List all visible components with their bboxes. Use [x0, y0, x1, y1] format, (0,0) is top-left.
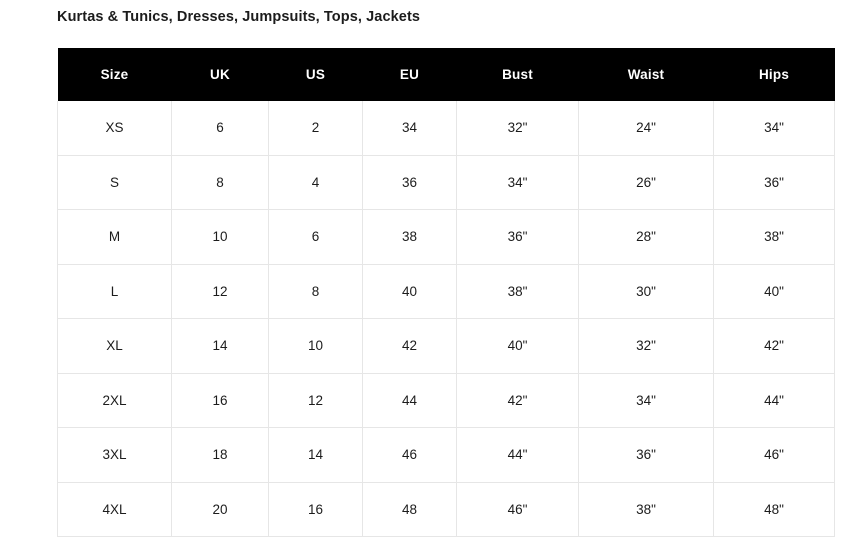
table-row	[58, 264, 835, 319]
cell-bust: 40"	[457, 319, 579, 374]
page-title: Kurtas & Tunics, Dresses, Jumpsuits, Tops, Jackets	[57, 9, 421, 25]
cell-waist: 36"	[579, 428, 714, 483]
column-header-size: Size	[58, 48, 172, 101]
cell-waist: 34"	[579, 373, 714, 428]
cell-us: 10	[269, 319, 363, 374]
cell-hips: 42"	[714, 319, 835, 374]
column-header-waist: Waist	[579, 48, 714, 101]
cell-eu: 44	[363, 373, 457, 428]
cell-uk: 12	[172, 264, 269, 319]
cell-bust: 46"	[457, 482, 579, 537]
cell-hips: 34"	[714, 101, 835, 155]
cell-us: 8	[269, 264, 363, 319]
cell-uk: 14	[172, 319, 269, 374]
cell-bust: 44"	[457, 428, 579, 483]
cell-us: 12	[269, 373, 363, 428]
column-header-bust: Bust	[457, 48, 579, 101]
cell-size: M	[58, 210, 172, 265]
table-row	[58, 373, 835, 428]
cell-waist: 26"	[579, 155, 714, 210]
cell-uk: 18	[172, 428, 269, 483]
cell-size: XS	[58, 101, 172, 155]
cell-hips: 44"	[714, 373, 835, 428]
cell-bust: 42"	[457, 373, 579, 428]
cell-eu: 42	[363, 319, 457, 374]
cell-uk: 6	[172, 101, 269, 155]
cell-us: 16	[269, 482, 363, 537]
size-chart-table	[57, 48, 835, 537]
cell-uk: 20	[172, 482, 269, 537]
column-header-hips: Hips	[714, 48, 835, 101]
cell-size: S	[58, 155, 172, 210]
table-row	[58, 428, 835, 483]
cell-us: 6	[269, 210, 363, 265]
cell-bust: 38"	[457, 264, 579, 319]
cell-waist: 24"	[579, 101, 714, 155]
table-body	[58, 101, 835, 537]
cell-size: 2XL	[58, 373, 172, 428]
cell-waist: 30"	[579, 264, 714, 319]
cell-eu: 46	[363, 428, 457, 483]
table-row	[58, 319, 835, 374]
cell-waist: 32"	[579, 319, 714, 374]
cell-waist: 28"	[579, 210, 714, 265]
column-header-us: US	[269, 48, 363, 101]
cell-size: L	[58, 264, 172, 319]
table-row	[58, 210, 835, 265]
cell-size: 3XL	[58, 428, 172, 483]
size-chart-table-container	[57, 48, 834, 537]
cell-eu: 40	[363, 264, 457, 319]
cell-uk: 10	[172, 210, 269, 265]
cell-uk: 8	[172, 155, 269, 210]
cell-eu: 38	[363, 210, 457, 265]
cell-us: 4	[269, 155, 363, 210]
cell-hips: 46"	[714, 428, 835, 483]
column-header-eu: EU	[363, 48, 457, 101]
cell-hips: 40"	[714, 264, 835, 319]
cell-eu: 48	[363, 482, 457, 537]
table-header-row	[58, 48, 835, 101]
cell-us: 14	[269, 428, 363, 483]
cell-uk: 16	[172, 373, 269, 428]
cell-waist: 38"	[579, 482, 714, 537]
cell-hips: 38"	[714, 210, 835, 265]
cell-eu: 36	[363, 155, 457, 210]
cell-bust: 36"	[457, 210, 579, 265]
cell-eu: 34	[363, 101, 457, 155]
cell-us: 2	[269, 101, 363, 155]
cell-bust: 32"	[457, 101, 579, 155]
cell-size: XL	[58, 319, 172, 374]
column-header-uk: UK	[172, 48, 269, 101]
cell-bust: 34"	[457, 155, 579, 210]
cell-size: 4XL	[58, 482, 172, 537]
cell-hips: 48"	[714, 482, 835, 537]
table-row	[58, 101, 835, 155]
table-row	[58, 155, 835, 210]
table-row	[58, 482, 835, 537]
table-header	[58, 48, 835, 101]
cell-hips: 36"	[714, 155, 835, 210]
